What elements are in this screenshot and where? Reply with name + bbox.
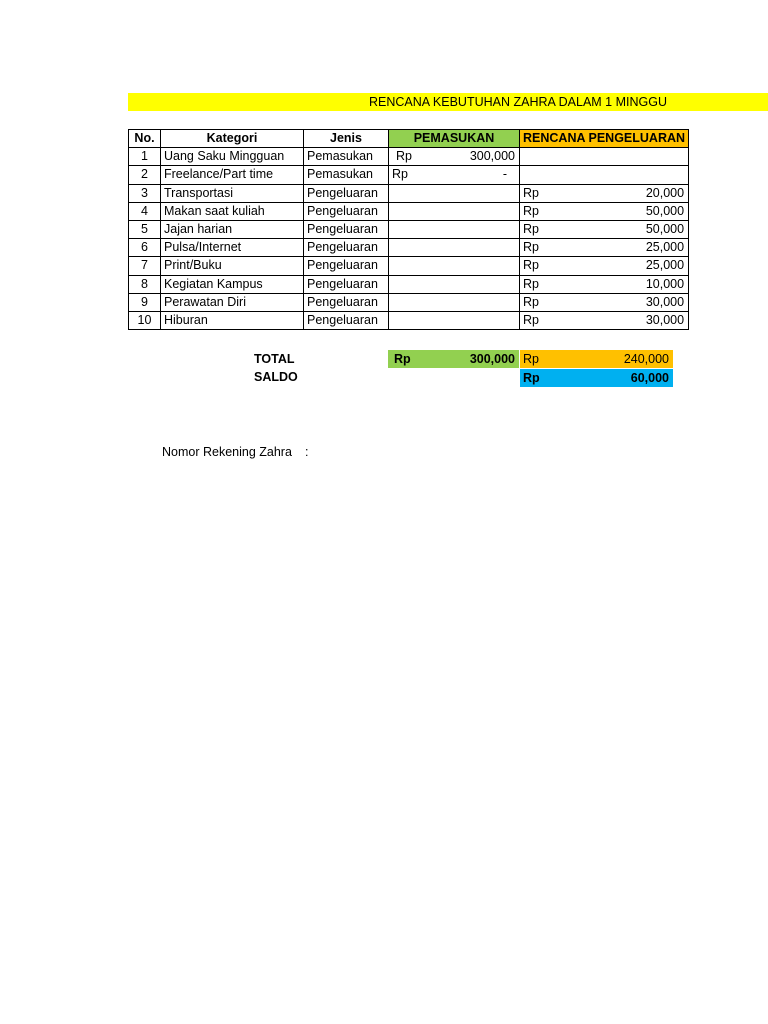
account-colon: : [305,445,309,459]
total-pemasukan-value: 300,000 [469,352,515,366]
currency-label: Rp [523,312,539,327]
cell-pengeluaran[interactable] [520,202,689,220]
cell-kategori[interactable]: Print/Buku [161,257,304,275]
cell-no[interactable]: 8 [129,275,161,293]
account-line [162,444,309,461]
col-header-kategori[interactable]: Kategori [161,130,304,148]
total-pemasukan-cell[interactable] [388,350,519,368]
cell-kategori[interactable]: Freelance/Part time [161,166,304,184]
table-row [129,293,689,311]
cell-pemasukan[interactable] [389,202,520,220]
cell-pemasukan-value: - [502,167,507,182]
col-header-pemasukan[interactable]: PEMASUKAN [389,130,520,148]
cell-pemasukan[interactable] [389,275,520,293]
table-row [129,202,689,220]
cell-no[interactable]: 7 [129,257,161,275]
cell-pengeluaran-value: 25,000 [645,240,685,255]
cell-jenis[interactable]: Pengeluaran [304,202,389,220]
sheet-title: RENCANA KEBUTUHAN ZAHRA DALAM 1 MINGGU [369,95,667,109]
cell-pengeluaran[interactable] [520,148,689,166]
cell-pengeluaran-value: 20,000 [645,185,685,200]
table-row [129,311,689,329]
saldo-label: SALDO [254,370,298,384]
table-row [129,148,689,166]
cell-jenis[interactable]: Pengeluaran [304,257,389,275]
cell-pengeluaran-value: 30,000 [645,312,685,327]
currency-label: Rp [523,185,539,200]
currency-label: Rp [523,258,539,273]
currency-label: Rp [523,371,540,385]
cell-pengeluaran[interactable] [520,311,689,329]
cell-pemasukan[interactable] [389,257,520,275]
cell-pengeluaran[interactable] [520,275,689,293]
cell-pengeluaran[interactable] [520,257,689,275]
cell-pengeluaran[interactable] [520,184,689,202]
cell-kategori[interactable]: Hiburan [161,311,304,329]
account-label: Nomor Rekening Zahra [162,445,292,459]
cell-no[interactable]: 5 [129,220,161,238]
cell-pemasukan[interactable] [389,166,520,184]
currency-label: Rp [523,352,539,366]
saldo-cell[interactable] [520,369,673,387]
cell-pemasukan[interactable] [389,220,520,238]
col-header-no[interactable]: No. [129,130,161,148]
cell-pemasukan[interactable] [389,184,520,202]
cell-no[interactable]: 10 [129,311,161,329]
col-header-jenis[interactable]: Jenis [304,130,389,148]
currency-label: Rp [523,221,539,236]
cell-pengeluaran-value: 10,000 [645,276,685,291]
currency-label: Rp [523,276,539,291]
cell-kategori[interactable]: Pulsa/Internet [161,239,304,257]
currency-label: Rp [523,294,539,309]
cell-kategori[interactable]: Transportasi [161,184,304,202]
cell-jenis[interactable]: Pemasukan [304,166,389,184]
cell-kategori[interactable]: Makan saat kuliah [161,202,304,220]
currency-label: Rp [523,203,539,218]
cell-pemasukan-value: 300,000 [469,149,515,164]
table-row [129,220,689,238]
cell-no[interactable]: 6 [129,239,161,257]
cell-jenis[interactable]: Pengeluaran [304,311,389,329]
currency-label: Rp [392,167,408,182]
title-bar [128,93,768,111]
cell-jenis[interactable]: Pengeluaran [304,239,389,257]
cell-pengeluaran[interactable] [520,166,689,184]
cell-pengeluaran-value: 30,000 [645,294,685,309]
cell-jenis[interactable]: Pengeluaran [304,293,389,311]
cell-pemasukan[interactable] [389,293,520,311]
cell-pemasukan[interactable] [389,311,520,329]
cell-no[interactable]: 9 [129,293,161,311]
cell-jenis[interactable]: Pengeluaran [304,275,389,293]
cell-kategori[interactable]: Perawatan Diri [161,293,304,311]
cell-jenis[interactable]: Pemasukan [304,148,389,166]
currency-label: Rp [394,352,411,366]
cell-pengeluaran-value: 50,000 [645,221,685,236]
table-row [129,184,689,202]
cell-pemasukan[interactable] [389,239,520,257]
cell-jenis[interactable]: Pengeluaran [304,220,389,238]
header-row [129,130,689,148]
cell-pemasukan[interactable] [389,148,520,166]
table-row [129,166,689,184]
total-pengeluaran-cell[interactable] [520,350,673,368]
cell-pengeluaran-value: 50,000 [645,203,685,218]
cell-kategori[interactable]: Uang Saku Mingguan [161,148,304,166]
cell-no[interactable]: 1 [129,148,161,166]
total-pengeluaran-value: 240,000 [623,352,669,366]
cell-kategori[interactable]: Jajan harian [161,220,304,238]
budget-table [128,129,689,330]
saldo-value: 60,000 [630,371,669,385]
table-row [129,275,689,293]
cell-no[interactable]: 4 [129,202,161,220]
cell-kategori[interactable]: Kegiatan Kampus [161,275,304,293]
cell-pengeluaran-value: 25,000 [645,258,685,273]
col-header-pengeluaran[interactable]: RENCANA PENGELUARAN [520,130,689,148]
cell-pengeluaran[interactable] [520,220,689,238]
table-row [129,239,689,257]
table-row [129,257,689,275]
total-label: TOTAL [254,352,295,366]
cell-pengeluaran[interactable] [520,293,689,311]
currency-label: Rp [523,240,539,255]
currency-label: Rp [396,149,412,164]
cell-jenis[interactable]: Pengeluaran [304,184,389,202]
cell-pengeluaran[interactable] [520,239,689,257]
cell-no[interactable]: 2 [129,166,161,184]
cell-no[interactable]: 3 [129,184,161,202]
